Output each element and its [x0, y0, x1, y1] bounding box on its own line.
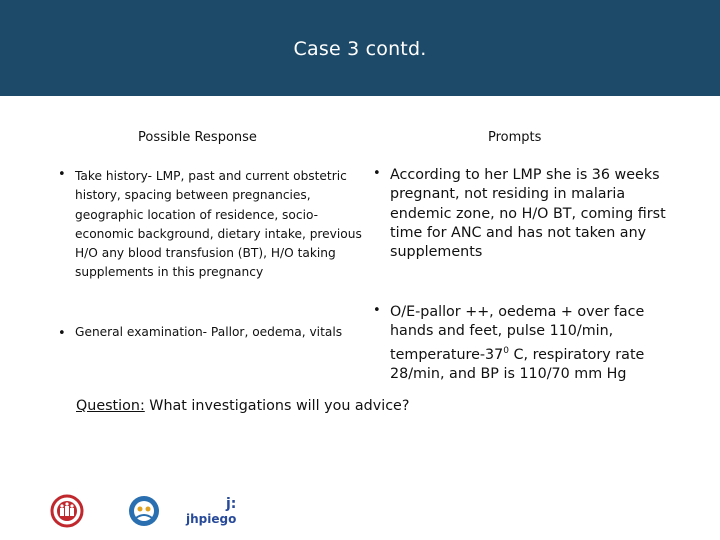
bullet-marker: • [373, 303, 381, 318]
slide-title: Case 3 contd. [293, 38, 427, 60]
jhpiego-wordmark: jhpiego [186, 512, 237, 526]
bullet-marker: • [373, 166, 381, 181]
question-line [76, 398, 409, 414]
bullet-marker: • [58, 326, 66, 341]
health-emblem-logo [45, 494, 89, 528]
exam-text-start: O/E-pallor ++, oedema + over face hands and feet, pulse 110/min, temperature-37 [390, 304, 645, 363]
bullet-text: General examination- Pallor, oedema, vitals [75, 325, 343, 339]
column-heading-prompts: Prompts [488, 130, 542, 145]
bullet-text [390, 303, 690, 384]
question-text: What investigations will you advice? [144, 398, 410, 414]
bullet-marker: • [58, 167, 66, 182]
jhpiego-logo [186, 496, 240, 530]
degree-superscript: 0 [503, 345, 509, 356]
bullet-text: Take history- LMP, past and current obstetric history, spacing between pregnancies, geographic location of residence, socio- economic background, dietary intake, previous H/O any blood transfusion (BT), H/O taking supplements in this pregnancy [75, 169, 362, 280]
bullet-text: According to her LMP she is 36 weeks pregnant, not residing in malaria endemic zone, no H/O BT, coming first time for ANC and has not taken any supplements [390, 167, 666, 261]
exam-text-end: C, respiratory rate 28/min, and BP is 110/70 mm Hg [390, 346, 645, 382]
title-bar [0, 0, 720, 96]
jhpiego-mark: j: [226, 496, 237, 512]
question-label: Question: [76, 398, 145, 414]
column-heading-possible-response: Possible Response [138, 130, 257, 145]
national-health-mission-logo [124, 494, 164, 528]
